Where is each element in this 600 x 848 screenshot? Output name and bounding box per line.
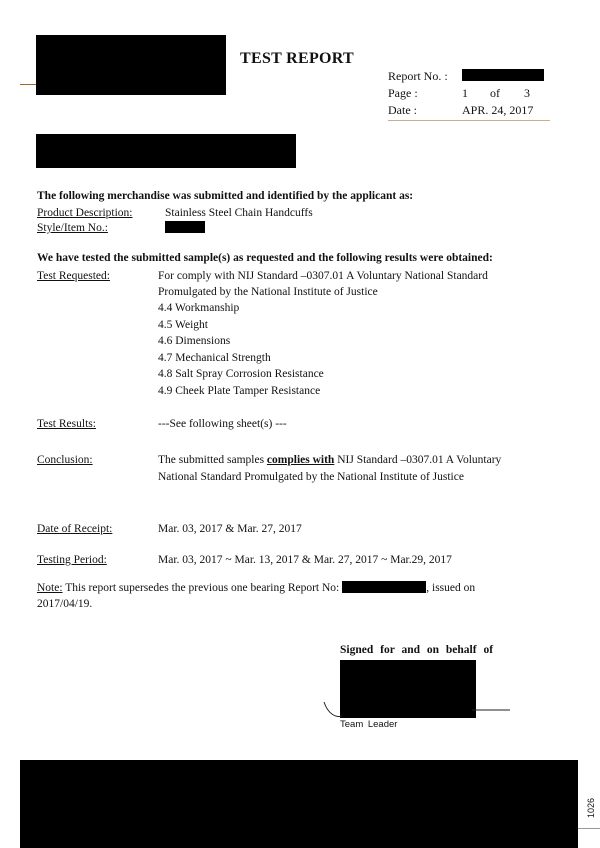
test-results-label: Test Results:	[37, 418, 96, 430]
testing-intro: We have tested the submitted sample(s) as requested and the following results were obtained:	[37, 252, 493, 264]
product-description-value: Stainless Steel Chain Handcuffs	[165, 207, 313, 219]
redacted-report-number	[462, 69, 544, 81]
conclusion-pre: The submitted samples	[158, 454, 267, 466]
test-item: 4.4 Workmanship	[158, 302, 240, 314]
page-total: 3	[524, 86, 530, 100]
date-of-receipt-label: Date of Receipt:	[37, 523, 113, 535]
test-requested-line2: Promulgated by the National Institute of Justice	[158, 286, 378, 298]
testing-period-value: Mar. 03, 2017 ~ Mar. 13, 2017 & Mar. 27, 2017 ~ Mar.29, 2017	[158, 554, 452, 566]
redacted-applicant	[36, 134, 296, 168]
date-label: Date :	[388, 103, 417, 117]
test-item: 4.6 Dimensions	[158, 335, 231, 347]
note-label: Note:	[37, 582, 63, 594]
page-label: Page :	[388, 86, 418, 100]
redacted-footer	[20, 760, 578, 848]
testing-period-label: Testing Period:	[37, 554, 107, 566]
note-text-pre: This report supersedes the previous one bearing Report No:	[62, 582, 340, 594]
test-requested-label: Test Requested:	[37, 270, 110, 282]
signatory-role: Team Leader	[340, 719, 398, 730]
page-current: 1	[462, 86, 468, 100]
test-results-value: ---See following sheet(s) ---	[158, 418, 287, 430]
test-item: 4.5 Weight	[158, 318, 208, 331]
redacted-prior-report-number	[342, 581, 426, 593]
test-item-list	[158, 300, 324, 399]
note-line1	[37, 580, 475, 597]
conclusion-post: NIJ Standard –0307.01 A Voluntary	[334, 454, 502, 466]
conclusion-line1	[158, 452, 501, 469]
note-line2: 2017/04/19.	[37, 598, 93, 610]
test-requested-line1: For comply with NIJ Standard –0307.01 A Voluntary National Standard	[158, 270, 488, 282]
conclusion-label: Conclusion:	[37, 454, 93, 466]
report-title: TEST REPORT	[240, 50, 355, 67]
header-right-rule	[388, 120, 550, 121]
report-no-label: Report No. :	[388, 69, 448, 83]
signature-stroke	[322, 692, 512, 722]
product-description-label: Product Description:	[37, 207, 133, 219]
footer-right-rule	[578, 828, 600, 829]
date-of-receipt-value: Mar. 03, 2017 & Mar. 27, 2017	[158, 523, 302, 535]
conclusion-line2: National Standard Promulgated by the National Institute of Justice	[158, 471, 464, 483]
note-text-post: , issued on	[426, 582, 476, 594]
test-item: 4.7 Mechanical Strength	[158, 351, 271, 364]
header-left-rule	[20, 84, 36, 85]
style-item-label: Style/Item No.:	[37, 222, 108, 234]
redacted-company-logo	[36, 35, 226, 95]
date-value: APR. 24, 2017	[462, 103, 534, 117]
conclusion-emphasis: complies with	[266, 454, 335, 466]
redacted-style-item-number	[165, 221, 205, 233]
signed-for-text: Signed for and on behalf of	[340, 644, 494, 656]
page-of: of	[490, 86, 500, 100]
test-item: 4.8 Salt Spray Corrosion Resistance	[158, 368, 324, 380]
margin-code: 1026	[586, 797, 596, 818]
test-item: 4.9 Cheek Plate Tamper Resistance	[158, 384, 321, 397]
submission-intro: The following merchandise was submitted and identified by the applicant as:	[37, 190, 414, 202]
